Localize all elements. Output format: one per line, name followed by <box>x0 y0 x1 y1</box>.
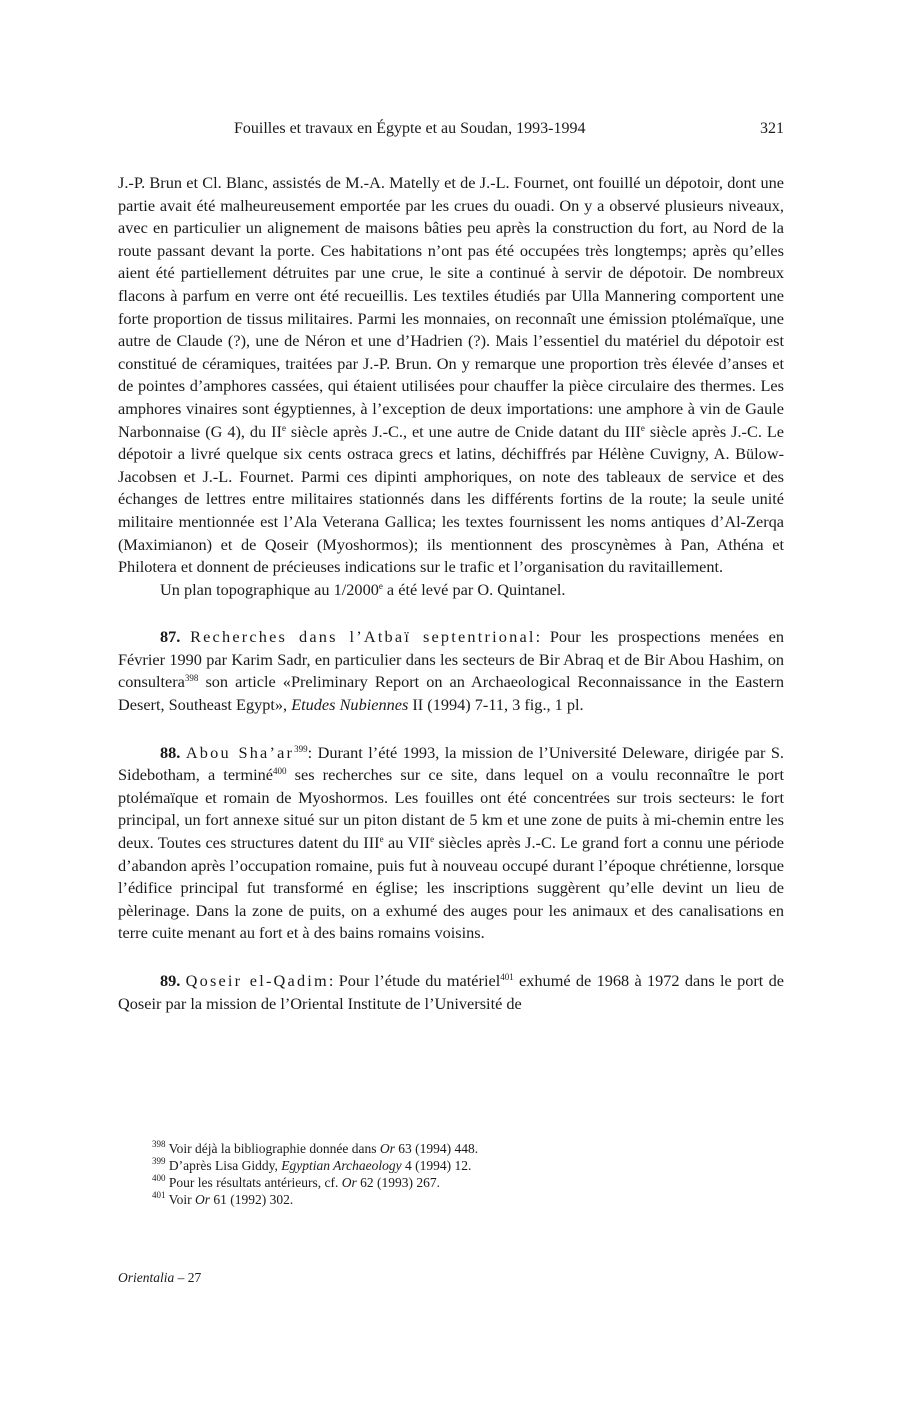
footnotes <box>152 1140 772 1208</box>
footnote-ref: 398 <box>184 673 199 684</box>
footnote-ref: 401 <box>500 972 514 982</box>
paragraph-continued: J.-P. Brun et Cl. Blanc, assistés de M.-A. Matelly et de J.-L. Fournet, ont fouillé un dépotoir, dont une partie avait été malheureusement emportée par les crues du ouadi. On y a observé plusieurs niveaux, avec en particulier un alignement de maisons bâties peu après la construction du fort, au Nord de la route passant devant la porte. Ces habitations n’ont pas été occupées très longtemps; après qu’elles aient été partiellement détruites par une crue, le site a continué à servir de dépotoir. De nombreux flacons à parfum en verre ont été recueillis. Les textiles étudiés par Ulla Mannering comportent une forte proportion de tissus militaires. Parmi les monnaies, on reconnaît une émission ptolémaïque, une autre de Claude (?), une de Néron et une d’Hadrien (?). Mais l’essentiel du matériel du dépotoir est constitué de céramiques, traitées par J.-P. Brun. On y remarque une proportion très élevée d’anses et de pointes d’amphores cassées, qui étaient utilisées pour chauffer la pièce circulaire des thermes. Les amphores vinaires sont égyptiennes, à l’exception de deux importations: une amphore à vin de Gaule Narbonnaise (G 4), du IIe siècle après J.-C., et une autre de Cnide datant du IIIe siècle après J.-C. Le dépotoir a livré quelque six cents ostraca grecs et latins, déchiffrés par Hélène Cuvigny, A. Bülow-Jacobsen et J.-L. Fournet. Parmi ces dipinti amphoriques, on note des tableaux de service et des échanges de lettres entre militaires stationnés dans les différents fortins de la route; la seule unité militaire mentionnée est l’Ala Veterana Gallica; les textes fournissent les noms antiques d’Al-Zerqa (Maximianon) et de Qoseir (Myoshormos); ils mentionnent des proscynèmes à Pan, Athéna et Philotera et donnent de précieuses indications sur le trafic et l’organisation du ravitaillement. <box>118 173 784 577</box>
section-heading: Recherches dans l’Atbaï septentrional <box>190 627 536 647</box>
page-number: 321 <box>760 120 784 137</box>
footnote-400: $^{400}$ Pour les résultats antérieurs, cf. Or 62 (1993) 267. <box>152 1173 440 1190</box>
footnote-ref: 400 <box>273 766 287 777</box>
signature-footer: Orientalia – 27 <box>118 1270 202 1285</box>
section-number: 87. <box>160 627 181 647</box>
section-88: 88. Abou $Sha’ar^{399}$: Durant l’été 1993, la mission de l’Université Deleware, dirigée par S. Sidebotham, a terminé$^{400}$ ses recherches sur ce site, dans lequel on a voulu reconnaître le port ptolémaïque et romain de Myoshormos. Les fouilles ont été concentrées sur trois secteurs: le fort principal, un fort annexe situé sur un piton distant de 5 km et une zone de puits à mi-chemin entre les deux. Toutes ces structures datent du IIIe au VIIe siècles après J.-C. Le grand fort a connu une période d’abandon après l’occupation romaine, puis fut à nouveau occupé durant l’époque chrétienne, lorsque l’édifice principal fut transformé en église; les inscriptions suggèrent qu’elle devint un lieu de pèlerinage. Dans la zone de puits, on a exhumé des auges pour les animaux et des canalisations en terre cuite menant au fort et à des bains romains voisins. <box>118 742 784 943</box>
footnote-398: $^{398}$ Voir déjà la bibliographie donnée dans Or 63 (1994) 448. <box>152 1139 479 1156</box>
sheet-number: 27 <box>187 1270 202 1285</box>
running-title: Fouilles et travaux en Égypte et au Soudan, 1993-1994 <box>234 120 586 137</box>
main-text <box>118 172 784 1015</box>
footnote-ref: 399 <box>294 743 308 754</box>
section-87: 87. Recherches dans l’Atbaï septentrional: Pour les prospections menées en Février 1990 par Karim Sadr, en particulier dans les secteurs de Bir Abraq et de Bir Abou Hashim, on consultera$^{398}$ son article «Preliminary Report on an Archaeological Reconnaissance in the Eastern Desert, Southeast Egypt», Etudes Nubiennes II (1994) 7-11, 3 fig., 1 pl. <box>118 627 785 715</box>
journal-title: Etudes Nubiennes <box>291 695 409 715</box>
section-number: 89. <box>160 971 181 990</box>
footnote-401: $^{401}$ Voir Or 61 (1992) 302. <box>152 1190 294 1207</box>
running-header <box>118 120 784 142</box>
paragraph-plan: Un plan topographique au 1/2000e a été levé par O. Quintanel. <box>160 579 566 599</box>
section-number: 88. <box>160 742 181 762</box>
journal-name: Orientalia <box>118 1270 175 1285</box>
section-heading: Qoseir el-Qadim <box>185 971 329 990</box>
section-89: 89. Qoseir el-Qadim: Pour l’étude du matériel$^{401}$ exhumé de 1968 à 1972 dans le port de Qoseir par la mission de l’Oriental Institute de l’Université de <box>118 971 784 1013</box>
footnote-399: $^{399}$ D’après Lisa Giddy, Egyptian Archaeology 4 (1994) 12. <box>152 1156 472 1173</box>
section-heading: Abou Sha’ar <box>185 742 295 762</box>
